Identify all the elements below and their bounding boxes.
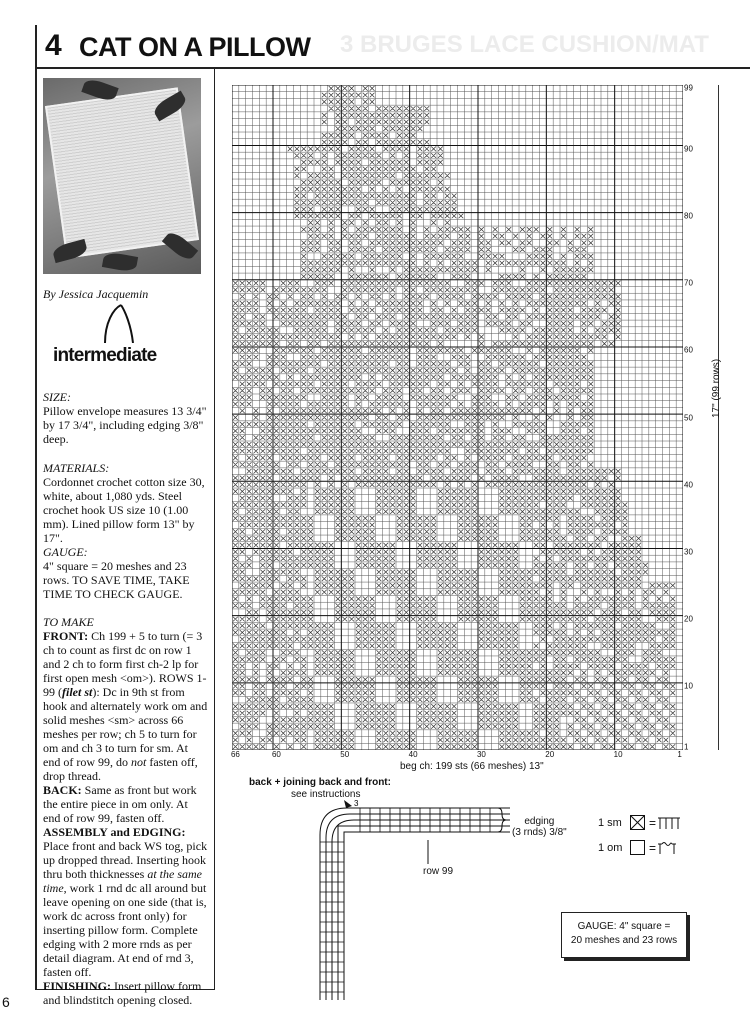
to-make-heading: TO MAKE — [43, 615, 94, 629]
column-tick-label: 20 — [545, 750, 555, 759]
assembly-text-b: , work 1 rnd dc all around but leave opening on one side (that is, work dc across front only) for inserting pillow form. Complete edging with 2 more rnds as per detail diagram. At end of rnd 3, fasten off. — [43, 881, 207, 979]
row-99-label: row 99 — [423, 866, 454, 877]
row-tick-label: 90 — [684, 144, 693, 154]
finishing-text: Insert pillow form and blindstitch opening closed. — [43, 979, 202, 1007]
page-header — [35, 25, 750, 67]
solid-mesh-symbol-icon — [630, 815, 694, 831]
edging-diagram-title: back + joining back and front: — [249, 777, 391, 788]
size-section — [43, 390, 208, 446]
size-text: Pillow envelope measures 13 3/4" by 17 3/4", including edging 3/8" deep. — [43, 404, 207, 446]
same-time-emphasis: at the same time — [43, 867, 202, 895]
column-tick-label: 1 — [677, 750, 682, 759]
edging-label-line1: edging — [524, 816, 555, 827]
key-sm-label: 1 sm — [598, 817, 622, 829]
key-open-mesh — [598, 842, 622, 854]
back-text: Same as front but work the entire piece in om only. At end of row 99, fasten off. — [43, 783, 197, 825]
front-text-b: ): Dc in 9th st from hook and alternately work om and solid meshes <sm> across 66 meshes per row; ch 5 to turn for om and ch 3 to turn for sm. At end of row 99, do — [43, 685, 208, 769]
frame-left-rule — [35, 25, 37, 990]
assembly-instructions — [43, 825, 208, 979]
skill-level-badge: intermediate — [53, 345, 157, 366]
leaf-decoration — [102, 251, 138, 273]
edging-diagram-subtitle: see instructions — [291, 789, 361, 800]
back-label: BACK: — [43, 783, 82, 797]
front-text-a: Ch 199 + 5 to turn (= 3 ch to count as first dc on row 1 and 2 ch to form first ch-2 lp for first open mesh <om>). ROWS 1-99 ( — [43, 629, 207, 699]
gauge-box-line2: 20 meshes and 23 rows — [570, 935, 678, 946]
edging-stitch-strokes — [320, 808, 490, 992]
round-start-arrow-icon — [344, 800, 352, 808]
pillow-photo-body — [45, 87, 199, 258]
column-tick-label: 60 — [271, 750, 281, 759]
row-tick-label: 40 — [684, 480, 693, 490]
height-dimension-label: 17" (99 rows) — [711, 358, 722, 418]
beginning-chain-label: beg ch: 199 sts (66 meshes) 13" — [400, 761, 544, 772]
leaf-decoration — [52, 239, 89, 263]
finishing-instructions — [43, 979, 208, 1007]
edging-label — [512, 816, 567, 838]
pattern-title: CAT ON A PILLOW — [79, 32, 311, 62]
assembly-label: ASSEMBLY and EDGING: — [43, 825, 186, 839]
gauge-box — [561, 912, 687, 958]
gauge-section — [43, 545, 208, 601]
size-heading: SIZE: — [43, 390, 71, 404]
row-tick-label: 10 — [684, 681, 693, 691]
pattern-number: 4 — [45, 29, 62, 62]
row-tick-label: 1 — [684, 742, 689, 752]
row-tick-label: 80 — [684, 211, 693, 221]
byline: By Jessica Jacquemin — [43, 287, 149, 301]
row-tick-label: 70 — [684, 278, 693, 288]
bleed-through-title: 3 BRUGES LACE CUSHION/MAT — [340, 31, 709, 58]
row-number-scale — [684, 85, 708, 750]
svg-text:=: = — [649, 816, 657, 830]
gauge-text: 4" square = 20 meshes and 23 rows. TO SAVE TIME, TAKE TIME TO CHECK GAUGE. — [43, 559, 190, 601]
cherry-icon — [95, 303, 145, 343]
row-tick-label: 20 — [684, 614, 693, 624]
row-tick-label: 30 — [684, 547, 693, 557]
key-om-label: 1 om — [598, 842, 623, 854]
materials-heading: MATERIALS: — [43, 461, 110, 475]
row-tick-label: 99 — [684, 83, 693, 93]
column-tick-label: 40 — [408, 750, 418, 759]
instructions-section — [43, 615, 208, 1007]
front-instructions — [43, 629, 208, 783]
svg-text:=: = — [649, 841, 657, 855]
gauge-box-line1: GAUGE: 4" square = — [577, 921, 671, 932]
edging-label-line2: (3 rnds) 3/8" — [512, 827, 567, 838]
filet-chart — [232, 85, 683, 750]
column-tick-label: 10 — [613, 750, 623, 759]
assembly-text-a: Place front and back WS tog, pick up dropped thread. Inserting hook thru both thicknesses — [43, 839, 208, 881]
column-tick-label: 50 — [340, 750, 350, 759]
column-tick-label: 30 — [476, 750, 486, 759]
round-number-label: 3 — [354, 799, 359, 808]
edging-detail-diagram — [300, 770, 510, 1000]
filet-st-term: filet st — [62, 685, 93, 699]
pillow-photo — [43, 78, 201, 274]
filet-chart-grid — [232, 85, 683, 750]
materials-section — [43, 461, 208, 545]
row-tick-label: 60 — [684, 345, 693, 355]
header-rule — [35, 67, 750, 69]
key-solid-mesh — [598, 817, 622, 829]
front-label: FRONT: — [43, 629, 89, 643]
open-mesh-symbol-icon — [630, 840, 694, 856]
column-tick-label: 66 — [230, 750, 240, 759]
edging-corner — [320, 808, 510, 1000]
edging-stitch-marks — [320, 808, 490, 992]
gauge-heading: GAUGE: — [43, 545, 88, 559]
back-instructions — [43, 783, 208, 825]
column-rule — [214, 69, 215, 990]
not-emphasis: not — [130, 755, 147, 769]
finishing-label: FINISHING: — [43, 979, 112, 993]
page-number: 6 — [2, 994, 10, 1010]
front-text-c: fasten off, drop thread. — [43, 755, 198, 783]
row-tick-label: 50 — [684, 413, 693, 422]
materials-text: Cordonnet crochet cotton size 30, white, about 1,080 yds. Steel crochet hook US size 10 (1.00 mm). Lined pillow form 13" by 17". — [43, 475, 205, 545]
